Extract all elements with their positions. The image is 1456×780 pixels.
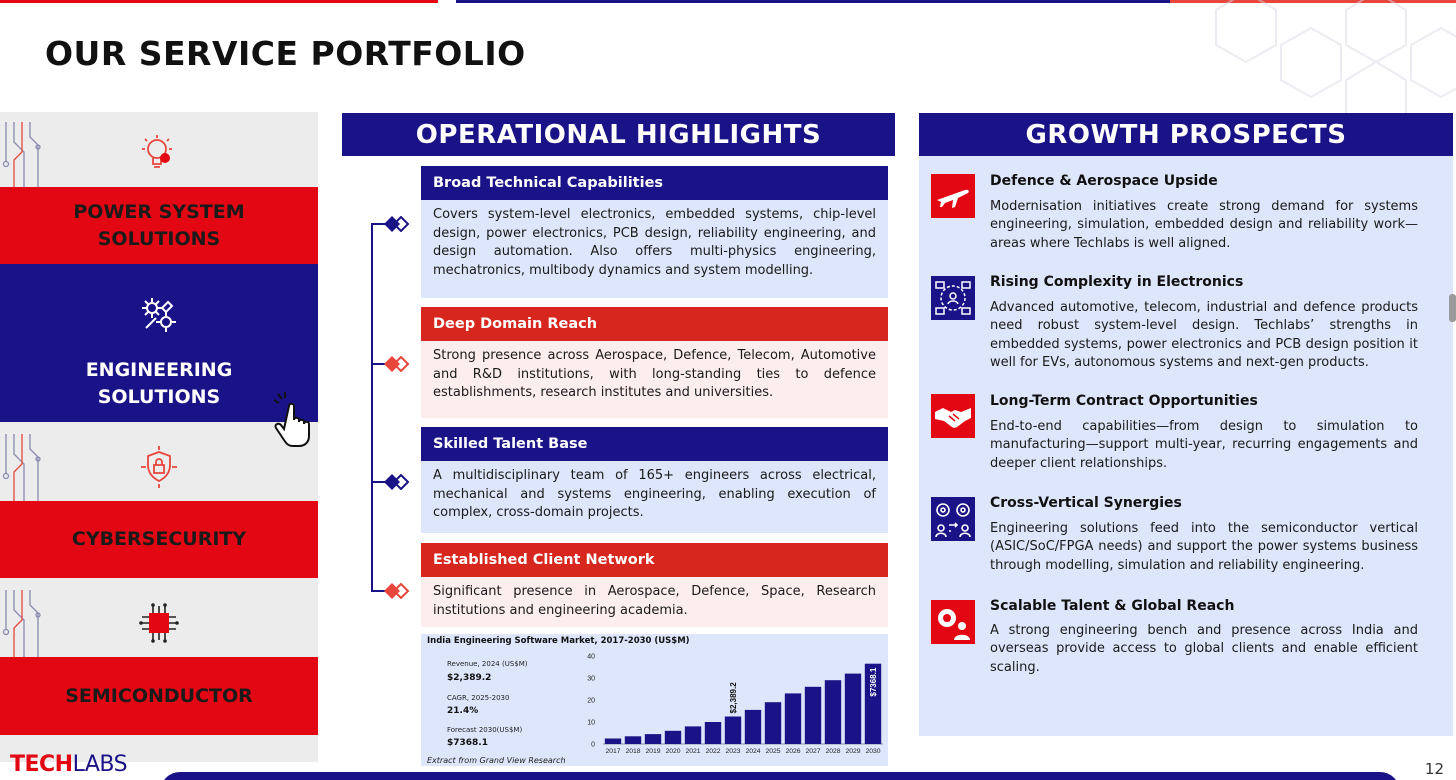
service-cybersecurity[interactable] xyxy=(0,501,318,578)
circuit-decoration xyxy=(0,590,52,660)
timeline-line xyxy=(371,224,373,591)
timeline-diamond-icon xyxy=(384,474,410,490)
growth-item-title: Defence & Aerospace Upside xyxy=(990,173,1218,189)
timeline-diamond-icon xyxy=(384,216,410,232)
card-text: Covers system-level electronics, embedded systems, chip-level design, power electronics, PCB design, reliability engineering, and design automation. Also offers multi-physics engineering, mechatronics, multibody dynamics and system modelling. xyxy=(421,200,888,298)
growth-item-title: Cross-Vertical Synergies xyxy=(990,495,1182,511)
growth-item-text: Modernisation initiatives create strong demand for systems engineering, simulation, embedded design and reliability work—areas where Techlabs is well aligned. xyxy=(990,199,1418,251)
x-tick-label: 2021 xyxy=(685,748,701,755)
gear-wrench-icon xyxy=(138,294,180,336)
service-label: SEMICONDUCTOR xyxy=(65,684,253,707)
chart-title: India Engineering Software Market, 2017-2030 (US$M) xyxy=(427,636,690,646)
y-tick-label: 20 xyxy=(587,697,595,705)
growth-item-text: A strong engineering bench and presence across India and overseas provide access to global clients and enable efficient scaling. xyxy=(990,623,1418,675)
kpi-label: Forecast 2030(US$M) xyxy=(447,726,523,734)
card-text: Strong presence across Aerospace, Defence, Telecom, Automotive and R&D institutions, with long-standing ties to defence establishments, research institutes and universities. xyxy=(421,341,888,418)
service-sidebar xyxy=(0,112,318,762)
card-title: Skilled Talent Base xyxy=(421,427,888,461)
hexagon-pattern xyxy=(1156,0,1456,120)
growth-item-title: Long-Term Contract Opportunities xyxy=(990,393,1258,409)
card-text: Significant presence in Aerospace, Defence, Space, Research institutions and engineering academia. xyxy=(421,577,888,627)
bar-2024 xyxy=(745,710,761,744)
shield-lock-icon xyxy=(138,446,180,488)
bar-2025 xyxy=(765,702,781,744)
kpi-value: $7368.1 xyxy=(447,738,488,748)
service-label: SOLUTIONS xyxy=(97,386,221,408)
data-label: $7368.1 xyxy=(869,667,878,697)
bar-2019 xyxy=(645,734,661,744)
operational-highlights-heading: OPERATIONAL HIGHLIGHTS xyxy=(342,113,895,156)
page-title: OUR SERVICE PORTFOLIO xyxy=(45,34,526,73)
techlabs-logo xyxy=(10,752,127,780)
logo-text: LABS xyxy=(72,752,128,777)
service-engineering[interactable] xyxy=(0,264,318,422)
market-chart-panel xyxy=(421,634,888,766)
bar-2029 xyxy=(845,674,861,744)
circuit-decoration xyxy=(0,434,52,504)
service-engineering-label xyxy=(0,354,318,414)
x-tick-label: 2026 xyxy=(785,748,801,755)
scrollbar-thumb[interactable] xyxy=(1449,294,1456,322)
x-tick-label: 2028 xyxy=(825,748,841,755)
x-tick-label: 2022 xyxy=(705,748,721,755)
y-tick-label: 40 xyxy=(587,653,595,661)
growth-item-title: Rising Complexity in Electronics xyxy=(990,274,1244,290)
card-title: Established Client Network xyxy=(421,543,888,577)
kpi-label: Revenue, 2024 (US$M) xyxy=(447,660,528,668)
timeline-diamond-icon xyxy=(384,583,410,599)
gear-person-icon xyxy=(931,600,975,644)
bar-2028 xyxy=(825,680,841,744)
bar-2020 xyxy=(665,731,681,744)
card-title: Broad Technical Capabilities xyxy=(421,166,888,200)
logo-text: TECH xyxy=(10,752,73,777)
data-label: $2,389.2 xyxy=(729,682,738,714)
y-tick-label: 30 xyxy=(587,675,595,683)
airplane-icon xyxy=(931,174,975,218)
bar-2022 xyxy=(705,722,721,744)
x-tick-label: 2023 xyxy=(725,748,741,755)
service-label: CYBERSECURITY xyxy=(71,528,247,550)
x-tick-label: 2027 xyxy=(805,748,821,755)
x-tick-label: 2018 xyxy=(625,748,641,755)
network-team-icon xyxy=(931,276,975,320)
timeline-diamond-icon xyxy=(384,356,410,372)
bar-2026 xyxy=(785,693,801,744)
x-tick-label: 2030 xyxy=(865,748,881,755)
x-tick-label: 2024 xyxy=(745,748,761,755)
card-title: Deep Domain Reach xyxy=(421,307,888,341)
growth-item-text: Advanced automotive, telecom, industrial and defence products need robust system-level design. Techlabs’ strengths in embedded systems, power electronics and PCB design position it well for EVs, autonomous systems and next-gen products. xyxy=(990,300,1418,370)
top-accent-red xyxy=(0,0,438,3)
service-power-system[interactable] xyxy=(0,187,318,264)
chip-icon xyxy=(138,602,180,644)
lightbulb-gear-icon xyxy=(138,132,180,174)
y-tick-label: 0 xyxy=(591,741,595,749)
service-label: POWER SYSTEM xyxy=(73,200,245,223)
growth-item-title: Scalable Talent & Global Reach xyxy=(990,598,1235,614)
y-tick-label: 10 xyxy=(587,719,595,727)
bar-2017 xyxy=(605,739,621,745)
market-bar-chart xyxy=(581,648,886,758)
growth-item-text: Engineering solutions feed into the semiconductor vertical (ASIC/SoC/FPGA needs) and support the power systems business through modelling, simulation and reliability engineering. xyxy=(990,521,1418,573)
bar-2018 xyxy=(625,736,641,744)
x-tick-label: 2029 xyxy=(845,748,861,755)
footer-bar xyxy=(160,772,1400,780)
service-label: SOLUTIONS xyxy=(97,227,221,250)
sync-gears-icon xyxy=(931,497,975,541)
page-number: 12 xyxy=(1424,760,1444,778)
service-semiconductor[interactable] xyxy=(0,657,318,735)
x-tick-label: 2025 xyxy=(765,748,781,755)
x-tick-label: 2019 xyxy=(645,748,661,755)
kpi-value: 21.4% xyxy=(447,706,479,716)
growth-item-text: End-to-end capabilities—from design to simulation to manufacturing—support multi-year, recurring engagements and deeper client relationships. xyxy=(990,419,1418,471)
x-tick-label: 2017 xyxy=(605,748,621,755)
bar-2027 xyxy=(805,687,821,744)
hand-pointer-icon xyxy=(272,392,326,448)
x-tick-label: 2020 xyxy=(665,748,681,755)
bar-2023 xyxy=(725,717,741,745)
kpi-label: CAGR, 2025-2030 xyxy=(447,694,510,702)
circuit-decoration xyxy=(0,122,52,192)
service-label: ENGINEERING xyxy=(85,359,233,381)
card-text: A multidisciplinary team of 165+ engineers across electrical, mechanical and systems engineering, enabling execution of complex, cross-domain projects. xyxy=(421,461,888,533)
handshake-icon xyxy=(931,394,975,438)
chart-source: Extract from Grand View Research xyxy=(427,756,566,765)
kpi-value: $2,389.2 xyxy=(447,673,492,683)
growth-prospects-heading: GROWTH PROSPECTS xyxy=(919,113,1453,156)
bar-2021 xyxy=(685,726,701,744)
